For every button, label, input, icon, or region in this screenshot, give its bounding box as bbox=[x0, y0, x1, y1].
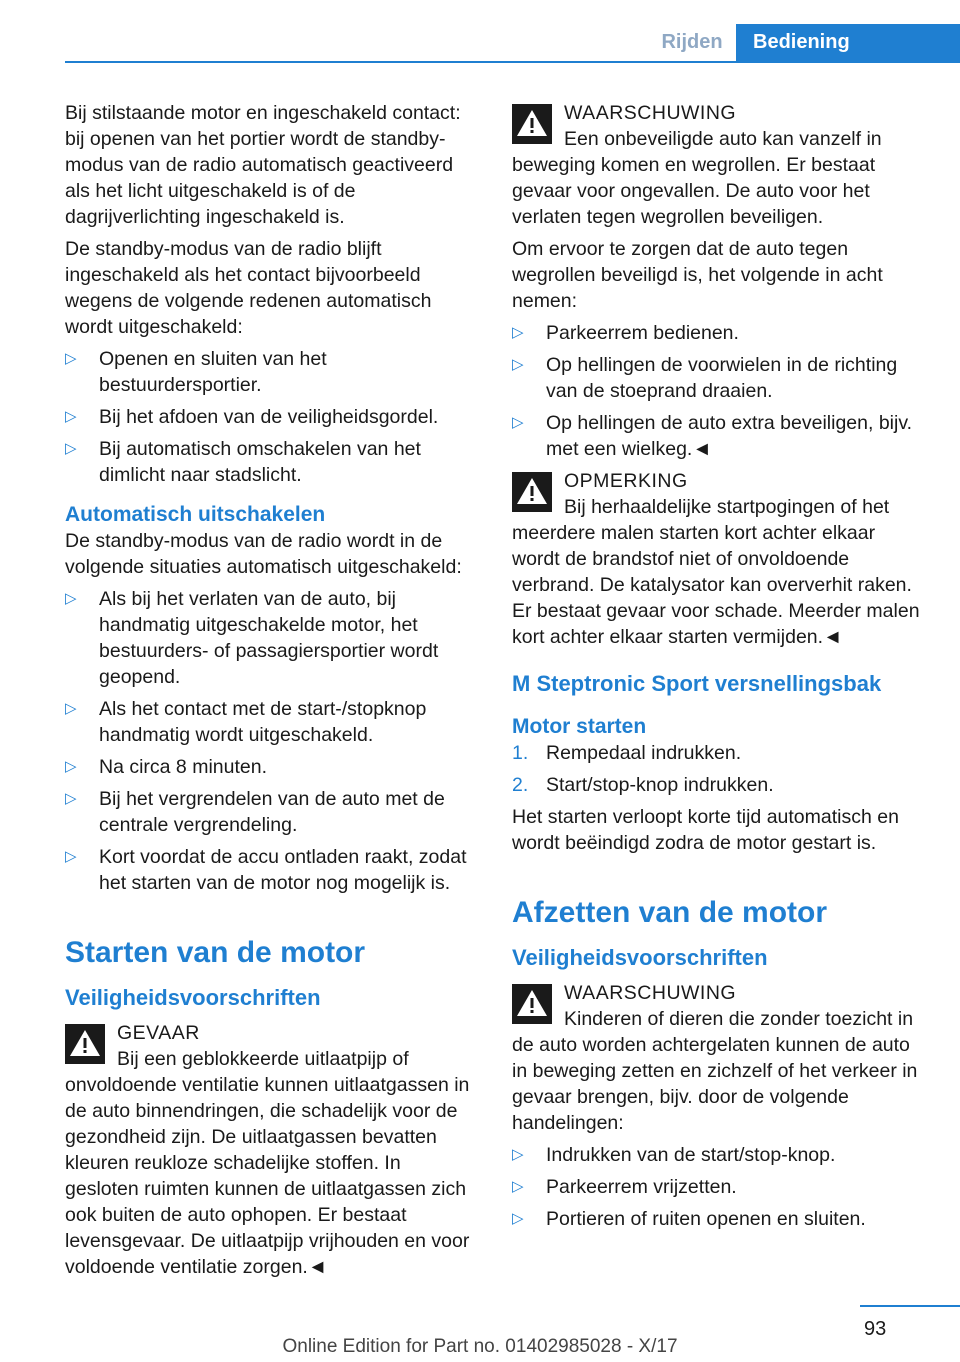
bullet-list bbox=[512, 1142, 926, 1232]
triangle-bullet-icon: ▷ bbox=[65, 590, 77, 607]
bullet-list bbox=[512, 320, 926, 462]
list-item: ▷ Parkeerrem bedienen. bbox=[512, 322, 739, 344]
chapter-heading: Starten van de motor bbox=[65, 936, 366, 969]
list-item: ▷ Als het contact met de start-/stopknop handmatig wordt uitgeschakeld. bbox=[65, 698, 427, 746]
section-heading: M Steptronic Sport versnellingsbak bbox=[512, 671, 882, 696]
left-column bbox=[65, 100, 478, 1286]
right-column bbox=[512, 100, 926, 1238]
warning-title: GEVAAR bbox=[117, 1022, 200, 1044]
header-rule bbox=[65, 61, 960, 63]
warning-box bbox=[512, 100, 926, 230]
triangle-bullet-icon: ▷ bbox=[65, 700, 77, 717]
triangle-bullet-icon: ▷ bbox=[512, 356, 524, 373]
section-heading: Automatisch uitschakelen bbox=[65, 503, 326, 526]
page-number: 93 bbox=[864, 1318, 887, 1340]
footer-rule bbox=[860, 1305, 960, 1307]
paragraph: De standby-modus van de radio wordt in de volgende situaties automatisch uitgeschakeld: bbox=[65, 530, 462, 578]
warning-title: WAARSCHUWING bbox=[564, 102, 737, 124]
warning-text: Bij herhaaldelijke startpogingen of het meerdere malen starten kort achter elkaar wordt de brandstof niet of onvoldoende verbrand. De katalysator kan oververhit raken. Er bestaat gevaar voor schade. Meerder malen kort achter elkaar starten vermijden.◄ bbox=[512, 496, 920, 648]
warning-title: OPMERKING bbox=[564, 470, 688, 492]
list-item: ▷ Parkeerrem vrijzetten. bbox=[512, 1176, 737, 1198]
triangle-bullet-icon: ▷ bbox=[65, 440, 77, 457]
warning-box bbox=[512, 468, 926, 650]
triangle-bullet-icon: ▷ bbox=[65, 758, 77, 775]
warning-triangle-icon bbox=[65, 1024, 105, 1064]
triangle-bullet-icon: ▷ bbox=[512, 414, 524, 431]
list-item: ▷ Kort voordat de accu ontladen raakt, zodat het starten van de motor nog mogelijk is. bbox=[65, 846, 467, 894]
list-item: ▷ Indrukken van de start/stop-knop. bbox=[512, 1144, 836, 1166]
list-item: ▷ Op hellingen de auto extra beveiligen, bijv. met een wielkeg.◄ bbox=[512, 412, 913, 460]
numbered-list bbox=[512, 740, 926, 798]
list-item: 1. Rempedaal indrukken. bbox=[512, 742, 742, 764]
bullet-list bbox=[65, 346, 478, 488]
list-item: ▷ Als bij het verlaten van de auto, bij handmatig uitgeschakelde motor, het bestuurders- of passagiersportier wordt geopend. bbox=[65, 588, 439, 688]
chapter-heading: Afzetten van de motor bbox=[512, 896, 828, 929]
triangle-bullet-icon: ▷ bbox=[65, 350, 77, 367]
triangle-bullet-icon: ▷ bbox=[65, 408, 77, 425]
tab-rijden[interactable]: Rijden bbox=[661, 31, 723, 53]
list-item: ▷ Bij het afdoen van de veiligheidsgordel. bbox=[65, 406, 439, 428]
list-item: ▷ Bij het vergrendelen van de auto met de centrale vergrendeling. bbox=[65, 788, 445, 836]
triangle-bullet-icon: ▷ bbox=[512, 324, 524, 341]
list-item: 2. Start/stop-knop indrukken. bbox=[512, 774, 774, 796]
warning-text: Bij een geblokkeerde uitlaatpijp of onvoldoende ventilatie kunnen uitlaatgassen in de auto binnendringen, die schadelijk voor de gezondheid zijn. De uitlaatgassen bevatten kleuren reukloze schadelijke stoffen. In gesloten ruimten kunnen de uitlaatgassen zich ook buiten de auto ophopen. Er bestaat levensgevaar. De uitlaatpijp vrijhouden en voor voldoende ventilatie zorgen.◄ bbox=[65, 1048, 470, 1278]
warning-triangle-icon bbox=[512, 472, 552, 512]
triangle-bullet-icon: ▷ bbox=[512, 1210, 524, 1227]
warning-text: Een onbeveiligde auto kan vanzelf in beweging komen en wegrollen. Er bestaat gevaar voor ongevallen. De auto voor het verlaten tegen wegrollen beveiligen. bbox=[512, 128, 882, 228]
triangle-bullet-icon: ▷ bbox=[512, 1146, 524, 1163]
triangle-bullet-icon: ▷ bbox=[512, 1178, 524, 1195]
warning-triangle-icon bbox=[512, 984, 552, 1024]
subsection-heading: Veiligheidsvoorschriften bbox=[512, 945, 768, 970]
list-item: ▷ Bij automatisch omschakelen van het dimlicht naar stadslicht. bbox=[65, 438, 421, 486]
triangle-bullet-icon: ▷ bbox=[65, 790, 77, 807]
subsection-heading: Motor starten bbox=[512, 715, 647, 738]
list-item: ▷ Op hellingen de voorwielen in de richting van de stoeprand draaien. bbox=[512, 354, 898, 402]
subsection-heading: Veiligheidsvoorschriften bbox=[65, 985, 321, 1010]
warning-title: WAARSCHUWING bbox=[564, 982, 737, 1004]
triangle-bullet-icon: ▷ bbox=[65, 848, 77, 865]
warning-text: Kinderen of dieren die zonder toezicht in de auto worden achtergelaten kunnen de auto in beweging zetten en zichzelf of het verkeer in gevaar brengen, bijv. door de volgende handelingen: bbox=[512, 1008, 918, 1134]
paragraph: Bij stilstaande motor en ingeschakeld contact: bij openen van het portier wordt de standby-modus van de radio automatisch geactiveerd als het licht uitgeschakeld is of de dagrijverlichting ingeschakeld is. bbox=[65, 102, 461, 228]
bullet-list bbox=[65, 586, 478, 896]
list-item: ▷ Openen en sluiten van het bestuurdersportier. bbox=[65, 348, 327, 396]
warning-triangle-icon bbox=[512, 104, 552, 144]
tab-bediening[interactable]: Bediening bbox=[736, 24, 960, 61]
footer-text: Online Edition for Part no. 01402985028 - X/17 bbox=[282, 1336, 678, 1357]
list-item: ▷ Portieren of ruiten openen en sluiten. bbox=[512, 1208, 866, 1230]
paragraph: Het starten verloopt korte tijd automatisch en wordt beëindigd zodra de motor gestart is. bbox=[512, 806, 899, 854]
warning-box bbox=[512, 980, 926, 1136]
warning-box bbox=[65, 1020, 478, 1280]
paragraph: De standby-modus van de radio blijft ingeschakeld als het contact bijvoorbeeld wegens de volgende redenen automatisch wordt uitgeschakeld: bbox=[65, 238, 432, 338]
paragraph: Om ervoor te zorgen dat de auto tegen wegrollen beveiligd is, het volgende in acht nemen: bbox=[512, 238, 883, 312]
list-item: ▷ Na circa 8 minuten. bbox=[65, 756, 267, 778]
